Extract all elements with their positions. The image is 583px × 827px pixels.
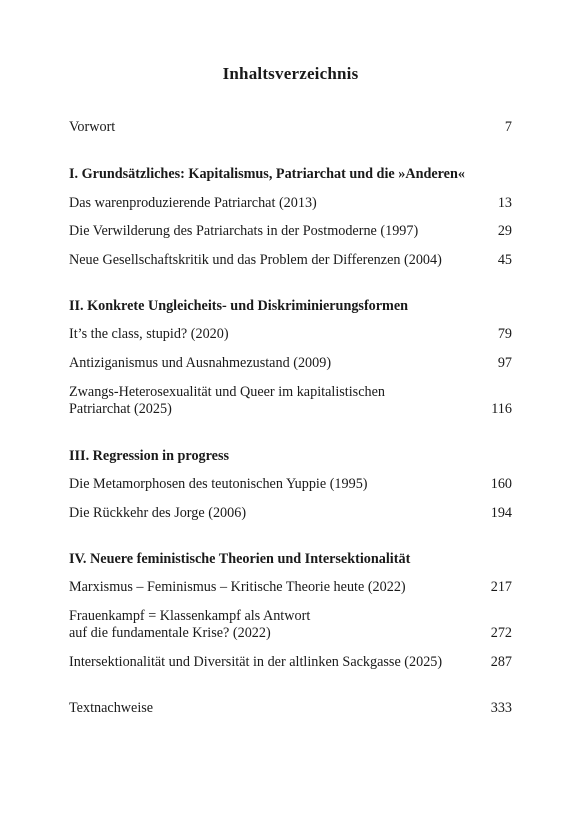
toc-entry-title: Das warenproduzierende Patriarchat (2013) — [69, 195, 317, 211]
toc-entry[interactable] — [69, 252, 512, 269]
toc-entry-page: 29 — [497, 223, 512, 239]
toc-entry-title: Die Metamorphosen des teutonischen Yuppie (1995) — [69, 476, 368, 492]
section-heading-4: IV. Neuere feministische Theorien und Intersektionalität — [69, 551, 411, 567]
toc-entry-page: 333 — [490, 700, 512, 716]
section-heading-2: II. Konkrete Ungleicheits- und Diskriminierungsformen — [69, 298, 409, 314]
toc-entry[interactable] — [69, 476, 512, 493]
toc-entry-title: Zwangs-Heterosexualität und Queer im kapitalistischen — [69, 384, 385, 400]
toc-entry-title-cont: auf die fundamentale Krise? (2022) — [69, 625, 271, 641]
toc-entry-page: 13 — [497, 195, 512, 211]
toc-entry[interactable] — [69, 384, 512, 418]
toc-entry[interactable] — [69, 355, 512, 372]
toc-entry[interactable] — [69, 195, 512, 212]
toc-entry-page: 272 — [490, 625, 512, 641]
toc-entry-page: 7 — [504, 119, 512, 135]
page-title: Inhaltsverzeichnis — [222, 64, 359, 83]
toc-entry[interactable] — [69, 608, 512, 642]
toc-entry-page: 116 — [491, 401, 512, 417]
toc-entry-title: Die Rückkehr des Jorge (2006) — [69, 505, 247, 521]
section-heading-3: III. Regression in progress — [69, 448, 230, 464]
toc-entry-page: 287 — [490, 654, 512, 670]
section-heading-1: I. Grundsätzliches: Kapitalismus, Patriarchat und die »Anderen« — [69, 166, 465, 182]
toc-entry[interactable] — [69, 223, 512, 240]
toc-entry-page: 45 — [497, 252, 512, 268]
toc-entry-title: Antiziganismus und Ausnahmezustand (2009) — [69, 355, 332, 371]
toc-entry-page: 217 — [490, 579, 512, 595]
toc-page — [69, 0, 512, 827]
toc-entry-title: Vorwort — [69, 119, 116, 135]
toc-entry[interactable] — [69, 579, 512, 596]
toc-entry-title: Neue Gesellschaftskritik und das Problem der Differenzen (2004) — [69, 252, 442, 268]
toc-entry-textnachweise[interactable] — [69, 700, 512, 717]
toc-entry-title: Marxismus – Feminismus – Kritische Theorie heute (2022) — [69, 579, 406, 595]
toc-entry-title: Frauenkampf = Klassenkampf als Antwort — [69, 608, 311, 624]
toc-entry-page: 194 — [490, 505, 512, 521]
toc-entry-title: Intersektionalität und Diversität in der altlinken Sackgasse (2025) — [69, 654, 443, 670]
toc-entry-title: Textnachweise — [69, 700, 154, 716]
toc-entry-title: It’s the class, stupid? (2020) — [69, 326, 229, 342]
toc-entry[interactable] — [69, 505, 512, 522]
toc-entry-vorwort[interactable] — [69, 119, 512, 136]
toc-entry-title: Die Verwilderung des Patriarchats in der Postmoderne (1997) — [69, 223, 419, 239]
toc-entry-page: 79 — [497, 326, 512, 342]
toc-entry-title-cont: Patriarchat (2025) — [69, 401, 172, 417]
toc-entry[interactable] — [69, 326, 512, 343]
toc-entry-page: 97 — [497, 355, 512, 371]
toc-entry-page: 160 — [490, 476, 512, 492]
toc-entry[interactable] — [69, 654, 512, 671]
